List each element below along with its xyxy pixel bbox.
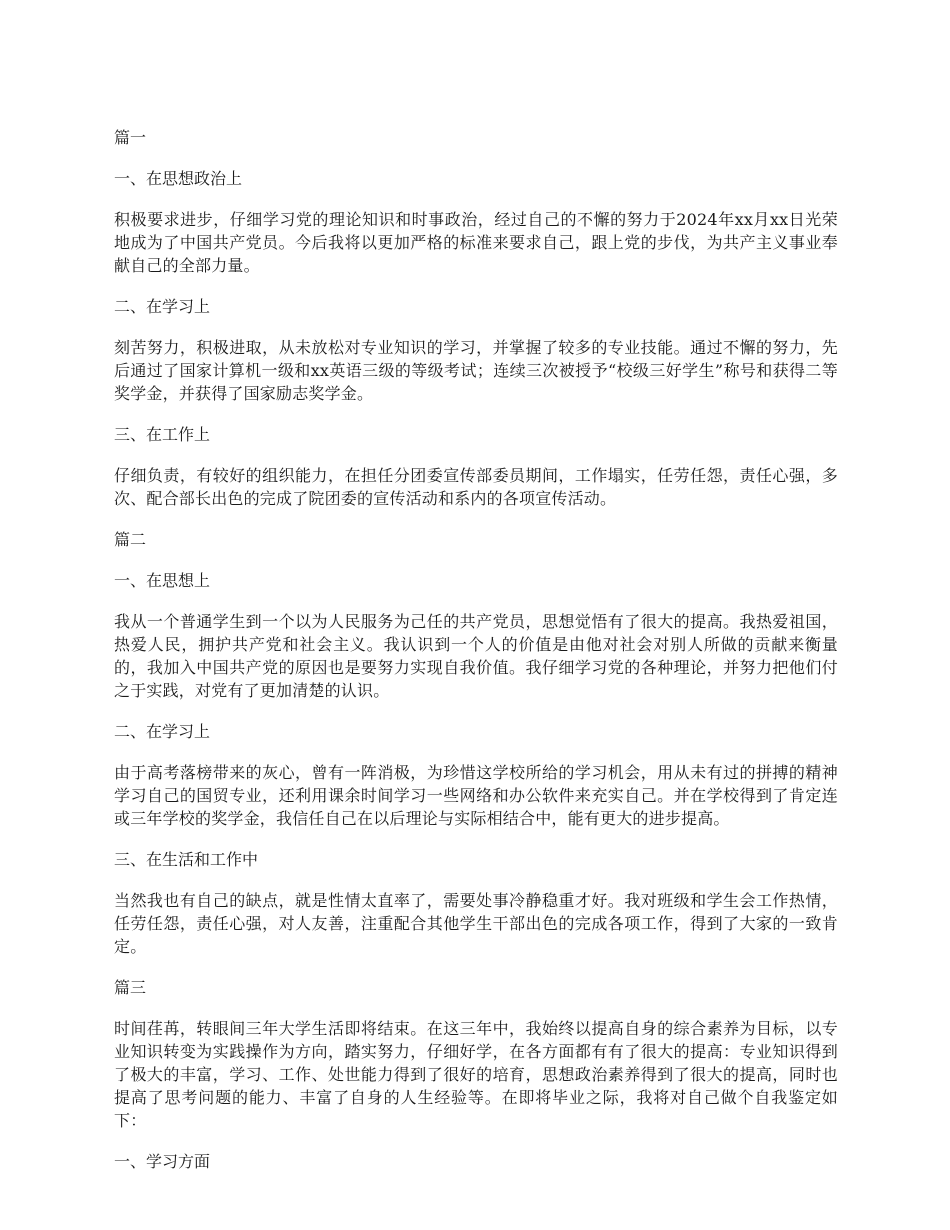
- paragraph-ideology-politics: 积极要求进步，仔细学习党的理论知识和时事政治，经过自己的不懈的努力于2024年xx月xx日光荣地成为了中国共产党员。今后我将以更加严格的标准来要求自己，跟上党的步伐，为共产主义事业奉献自己的全部力量。: [114, 210, 838, 275]
- paragraph-work: 仔细负责，有较好的组织能力，在担任分团委宣传部委员期间，工作塌实，任劳任怨，责任心强，多次、配合部长出色的完成了院团委的宣传活动和系内的各项宣传活动。: [114, 466, 838, 508]
- section-title-part-1: 篇一: [114, 128, 147, 147]
- section-title-part-2: 篇二: [114, 530, 147, 549]
- subheading-study-aspect: 一、学习方面: [114, 1152, 211, 1171]
- subheading-work: 三、在工作上: [114, 425, 211, 444]
- subheading-study-2: 二、在学习上: [114, 722, 211, 741]
- subheading-ideology: 一、在思想上: [114, 571, 211, 590]
- document-page: [114, 126, 838, 1191]
- paragraph-ideology: 我从一个普通学生到一个以为人民服务为己任的共产党员，思想觉悟有了很大的提高。我热爱祖国，热爱人民，拥护共产党和社会主义。我认识到一个人的价值是由他对社会对别人所做的贡献来衡量的，我加入中国共产党的原因也是要努力实现自我价值。我仔细学习党的各种理论，并努力把他们付之于实践，对党有了更加清楚的认识。: [114, 612, 838, 700]
- paragraph-life-work: 当然我也有自己的缺点，就是性情太直率了，需要处事冷静稳重才好。我对班级和学生会工作热情，任劳任怨，责任心强，对人友善，注重配合其他学生干部出色的完成各项工作，得到了大家的一致肯定。: [114, 891, 838, 956]
- paragraph-intro-part-3: 时间荏苒，转眼间三年大学生活即将结束。在这三年中，我始终以提高自身的综合素养为目标，以专业知识转变为实践操作为方向，踏实努力，仔细好学，在各方面都有有了很大的提高：专业知识得到了极大的丰富，学习、工作、处世能力得到了很好的培育，思想政治素养得到了很大的提高，同时也提高了思考问题的能力、丰富了自身的人生经验等。在即将毕业之际，我将对自己做个自我鉴定如下：: [114, 1019, 838, 1130]
- section-title-part-3: 篇三: [114, 978, 147, 997]
- subheading-ideology-politics: 一、在思想政治上: [114, 169, 243, 188]
- paragraph-study: 刻苦努力，积极进取，从未放松对专业知识的学习，并掌握了较多的专业技能。通过不懈的努力，先后通过了国家计算机一级和xx英语三级的等级考试；连续三次被授予“校级三好学生”称号和获得二等奖学金，并获得了国家励志奖学金。: [114, 338, 838, 403]
- subheading-life-work: 三、在生活和工作中: [114, 850, 259, 869]
- paragraph-study-2: 由于高考落榜带来的灰心，曾有一阵消极，为珍惜这学校所给的学习机会，用从未有过的拼搏的精神学习自己的国贸专业，还利用课余时间学习一些网络和办公软件来充实自己。并在学校得到了肯定连或三年学校的奖学金，我信任自己在以后理论与实际相结合中，能有更大的进步提高。: [114, 763, 838, 828]
- subheading-study: 二、在学习上: [114, 297, 211, 316]
